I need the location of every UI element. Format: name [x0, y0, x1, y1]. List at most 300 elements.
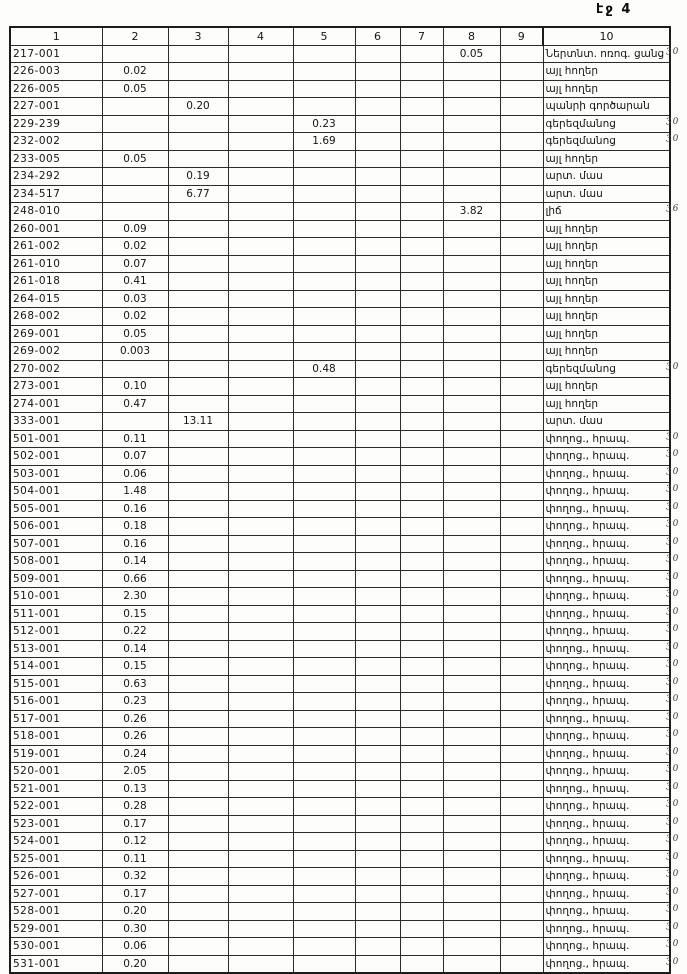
cell-col8	[443, 763, 500, 781]
cell-code: 527-001	[10, 885, 102, 903]
cell-col6	[355, 640, 400, 658]
cell-col4	[228, 763, 293, 781]
cell-col4	[228, 255, 293, 273]
cell-col9	[500, 588, 543, 606]
cell-col6	[355, 465, 400, 483]
cell-col2: 0.05	[102, 325, 168, 343]
cell-col9	[500, 150, 543, 168]
cell-col7	[400, 623, 443, 641]
cell-col2: 0.22	[102, 623, 168, 641]
table-row	[10, 535, 670, 553]
cell-col7	[400, 605, 443, 623]
cell-col5	[293, 325, 355, 343]
cell-col7	[400, 255, 443, 273]
cell-land-type-label: փողոց., հրապ.	[543, 483, 670, 501]
cell-col4	[228, 483, 293, 501]
cell-col2: 1.48	[102, 483, 168, 501]
cell-col9	[500, 308, 543, 326]
cell-col3	[168, 815, 228, 833]
cell-col2: 0.11	[102, 850, 168, 868]
cell-col2: 0.47	[102, 395, 168, 413]
cell-col6	[355, 885, 400, 903]
cell-col9	[500, 518, 543, 536]
cell-code: 513-001	[10, 640, 102, 658]
cell-col3	[168, 570, 228, 588]
cell-col8	[443, 413, 500, 431]
cell-col7	[400, 763, 443, 781]
table-row	[10, 308, 670, 326]
cell-col9	[500, 815, 543, 833]
cell-land-type-label: փողոց., հրապ.	[543, 623, 670, 641]
cell-col6	[355, 570, 400, 588]
margin-note: 30	[665, 851, 680, 862]
cell-col5	[293, 238, 355, 256]
cell-land-type-label: փողոց., հրապ.	[543, 763, 670, 781]
cell-col8	[443, 833, 500, 851]
cell-col9	[500, 623, 543, 641]
cell-col4	[228, 693, 293, 711]
column-header-10: 10	[543, 27, 670, 45]
cell-col2: 0.14	[102, 640, 168, 658]
margin-note: 30	[665, 116, 680, 127]
cell-col2: 2.30	[102, 588, 168, 606]
cell-col9	[500, 868, 543, 886]
margin-note: 30	[665, 886, 680, 897]
cell-col8	[443, 693, 500, 711]
cell-col4	[228, 448, 293, 466]
cell-col7	[400, 168, 443, 186]
table-row	[10, 290, 670, 308]
cell-col8	[443, 220, 500, 238]
cell-col3	[168, 273, 228, 291]
cell-col8	[443, 955, 500, 973]
cell-col8	[443, 850, 500, 868]
cell-col4	[228, 290, 293, 308]
cell-col4	[228, 588, 293, 606]
cell-col8	[443, 640, 500, 658]
cell-col4	[228, 780, 293, 798]
margin-note: 30	[665, 693, 680, 705]
cell-col8	[443, 360, 500, 378]
cell-col4	[228, 553, 293, 571]
table-row	[10, 465, 670, 483]
cell-col6	[355, 45, 400, 63]
cell-col6	[355, 815, 400, 833]
cell-col9	[500, 780, 543, 798]
cell-col4	[228, 728, 293, 746]
cell-code: 261-002	[10, 238, 102, 256]
cell-code: 502-001	[10, 448, 102, 466]
table-row	[10, 430, 670, 448]
margin-note: 30	[665, 868, 680, 880]
cell-col5	[293, 518, 355, 536]
table-row	[10, 343, 670, 361]
cell-col3	[168, 238, 228, 256]
table-row	[10, 220, 670, 238]
cell-col9	[500, 903, 543, 921]
cell-col5	[293, 675, 355, 693]
cell-col5	[293, 903, 355, 921]
cell-land-type-label: փողոց., հրապ.	[543, 798, 670, 816]
cell-col7	[400, 185, 443, 203]
cell-col9	[500, 500, 543, 518]
cell-col2: 0.11	[102, 430, 168, 448]
cell-col3	[168, 63, 228, 81]
cell-col6	[355, 115, 400, 133]
cell-col9	[500, 185, 543, 203]
table-row	[10, 938, 670, 956]
cell-col3: 13.11	[168, 413, 228, 431]
cell-col3	[168, 885, 228, 903]
cell-land-type-label: այլ հողեր	[543, 63, 670, 81]
table-row	[10, 623, 670, 641]
cell-col4	[228, 885, 293, 903]
cell-col7	[400, 938, 443, 956]
cell-col3	[168, 203, 228, 221]
cell-col7	[400, 133, 443, 151]
cell-col4	[228, 273, 293, 291]
cell-col3	[168, 343, 228, 361]
cell-land-type-label: այլ հողեր	[543, 395, 670, 413]
margin-note: 30	[665, 658, 680, 670]
cell-col6	[355, 80, 400, 98]
cell-col3: 6.77	[168, 185, 228, 203]
margin-note: 30	[665, 501, 680, 512]
cell-col6	[355, 500, 400, 518]
cell-col7	[400, 955, 443, 973]
cell-land-type-label: փողոց., հրապ.	[543, 658, 670, 676]
cell-land-type-label: փողոց., հրապ.	[543, 535, 670, 553]
cell-col6	[355, 955, 400, 973]
column-header-2: 2	[102, 27, 168, 45]
cell-col3	[168, 360, 228, 378]
cell-code: 501-001	[10, 430, 102, 448]
cell-col5	[293, 203, 355, 221]
cell-col2: 0.17	[102, 815, 168, 833]
cell-col2: 0.24	[102, 745, 168, 763]
cell-col6	[355, 343, 400, 361]
table-row	[10, 500, 670, 518]
table-row	[10, 273, 670, 291]
cell-code: 261-018	[10, 273, 102, 291]
cell-col6	[355, 833, 400, 851]
cell-col4	[228, 133, 293, 151]
cell-col9	[500, 273, 543, 291]
cell-col2	[102, 98, 168, 116]
cell-col2: 0.05	[102, 80, 168, 98]
cell-col5	[293, 815, 355, 833]
cell-code: 511-001	[10, 605, 102, 623]
cell-col5	[293, 168, 355, 186]
cell-col9	[500, 605, 543, 623]
cell-col7	[400, 115, 443, 133]
cell-land-type-label: այլ հողեր	[543, 378, 670, 396]
cell-col3	[168, 535, 228, 553]
cell-col3	[168, 728, 228, 746]
cell-col5	[293, 623, 355, 641]
cell-col3	[168, 588, 228, 606]
cell-code: 524-001	[10, 833, 102, 851]
cell-col8	[443, 255, 500, 273]
table-row	[10, 448, 670, 466]
table-row	[10, 920, 670, 938]
cell-col2: 0.26	[102, 710, 168, 728]
cell-land-type-label: փողոց., հրապ.	[543, 955, 670, 973]
page-number-label: էջ 4	[596, 2, 633, 17]
cell-col2: 0.14	[102, 553, 168, 571]
column-header-8: 8	[443, 27, 500, 45]
margin-note: 30	[665, 763, 680, 775]
cell-land-type-label: փողոց., հրապ.	[543, 780, 670, 798]
cell-col7	[400, 80, 443, 98]
cell-col5	[293, 413, 355, 431]
cell-col8	[443, 238, 500, 256]
cell-col7	[400, 395, 443, 413]
cell-col4	[228, 430, 293, 448]
cell-col5	[293, 920, 355, 938]
cell-code: 269-001	[10, 325, 102, 343]
cell-col5	[293, 850, 355, 868]
cell-col2: 0.41	[102, 273, 168, 291]
cell-col9	[500, 938, 543, 956]
cell-col5	[293, 535, 355, 553]
cell-col5	[293, 465, 355, 483]
cell-col5	[293, 448, 355, 466]
cell-col3	[168, 483, 228, 501]
cell-col5	[293, 255, 355, 273]
cell-col4	[228, 833, 293, 851]
cell-col7	[400, 728, 443, 746]
cell-col6	[355, 290, 400, 308]
cell-col5	[293, 885, 355, 903]
table-row	[10, 850, 670, 868]
cell-col7	[400, 885, 443, 903]
table-row	[10, 815, 670, 833]
cell-col7	[400, 903, 443, 921]
cell-col5	[293, 693, 355, 711]
cell-col3	[168, 675, 228, 693]
table-row	[10, 255, 670, 273]
cell-col4	[228, 220, 293, 238]
cell-col6	[355, 920, 400, 938]
cell-col3	[168, 395, 228, 413]
cell-land-type-label: փողոց., հրապ.	[543, 938, 670, 956]
table-row	[10, 885, 670, 903]
cell-col6	[355, 395, 400, 413]
cell-col9	[500, 430, 543, 448]
cell-col3	[168, 745, 228, 763]
cell-col6	[355, 535, 400, 553]
cell-col3	[168, 833, 228, 851]
margin-note: 30	[665, 553, 680, 565]
cell-col3	[168, 290, 228, 308]
cell-col3	[168, 115, 228, 133]
cell-col4	[228, 938, 293, 956]
cell-col9	[500, 920, 543, 938]
cell-col4	[228, 868, 293, 886]
cell-col5	[293, 343, 355, 361]
cell-col4	[228, 168, 293, 186]
cell-land-type-label: փողոց., հրապ.	[543, 518, 670, 536]
cell-col6	[355, 98, 400, 116]
cell-col3	[168, 465, 228, 483]
cell-col8	[443, 518, 500, 536]
cell-col4	[228, 920, 293, 938]
cell-land-type-label: փողոց., հրապ.	[543, 833, 670, 851]
table-row	[10, 833, 670, 851]
cell-col9	[500, 483, 543, 501]
cell-col2: 0.03	[102, 290, 168, 308]
cell-col8	[443, 815, 500, 833]
cell-col9	[500, 535, 543, 553]
cell-col6	[355, 185, 400, 203]
table-row	[10, 868, 670, 886]
cell-col2	[102, 413, 168, 431]
cell-code: 264-015	[10, 290, 102, 308]
cell-col3	[168, 920, 228, 938]
cell-col8	[443, 588, 500, 606]
cell-code: 261-010	[10, 255, 102, 273]
cell-land-type-label: այլ հողեր	[543, 150, 670, 168]
table-row	[10, 605, 670, 623]
cell-col6	[355, 308, 400, 326]
cell-col6	[355, 623, 400, 641]
cell-col9	[500, 553, 543, 571]
cell-col5	[293, 185, 355, 203]
table-row	[10, 168, 670, 186]
margin-note: 30	[665, 781, 680, 792]
cell-col8	[443, 343, 500, 361]
margin-note: 30	[665, 46, 680, 57]
cell-col3: 0.20	[168, 98, 228, 116]
cell-col3	[168, 430, 228, 448]
cell-code: 233-005	[10, 150, 102, 168]
cell-col3	[168, 518, 228, 536]
cell-land-type-label: գերեզմանոց	[543, 133, 670, 151]
cell-col3	[168, 605, 228, 623]
cell-col6	[355, 150, 400, 168]
cell-code: 508-001	[10, 553, 102, 571]
cell-col7	[400, 413, 443, 431]
cell-col7	[400, 535, 443, 553]
cell-col7	[400, 815, 443, 833]
cell-col8	[443, 448, 500, 466]
cell-col6	[355, 133, 400, 151]
cell-col6	[355, 255, 400, 273]
cell-col8	[443, 868, 500, 886]
cell-code: 226-005	[10, 80, 102, 98]
cell-col7	[400, 273, 443, 291]
cell-col8	[443, 920, 500, 938]
cell-col8	[443, 710, 500, 728]
cell-col7	[400, 63, 443, 81]
cell-col3	[168, 693, 228, 711]
cell-col3	[168, 325, 228, 343]
cell-col2: 0.003	[102, 343, 168, 361]
cell-col9	[500, 833, 543, 851]
cell-col4	[228, 500, 293, 518]
cell-col8	[443, 938, 500, 956]
cell-col8	[443, 430, 500, 448]
table-row	[10, 203, 670, 221]
cell-col8	[443, 745, 500, 763]
cell-col2	[102, 185, 168, 203]
margin-note: 30	[665, 746, 680, 757]
cell-col6	[355, 798, 400, 816]
cell-col2: 0.23	[102, 693, 168, 711]
cell-col6	[355, 63, 400, 81]
cell-col2: 0.26	[102, 728, 168, 746]
table-row	[10, 238, 670, 256]
cell-col7	[400, 203, 443, 221]
column-header-3: 3	[168, 27, 228, 45]
cell-col5	[293, 780, 355, 798]
cell-col4	[228, 465, 293, 483]
cell-land-type-label: փողոց., հրապ.	[543, 640, 670, 658]
cell-col6	[355, 728, 400, 746]
cell-col4	[228, 518, 293, 536]
cell-land-type-label: փողոց., հրապ.	[543, 903, 670, 921]
cell-col9	[500, 378, 543, 396]
cell-col3	[168, 378, 228, 396]
cell-col8: 0.05	[443, 45, 500, 63]
cell-col5	[293, 938, 355, 956]
margin-note: 30	[665, 903, 680, 915]
cell-col8	[443, 553, 500, 571]
cell-col4	[228, 185, 293, 203]
cell-land-type-label: փողոց., հրապ.	[543, 710, 670, 728]
cell-col5	[293, 763, 355, 781]
cell-land-type-label: փողոց., հրապ.	[543, 885, 670, 903]
cell-col3	[168, 308, 228, 326]
cell-col9	[500, 763, 543, 781]
cell-col8	[443, 325, 500, 343]
table-row	[10, 150, 670, 168]
cell-col9	[500, 693, 543, 711]
cell-code: 530-001	[10, 938, 102, 956]
cell-col9	[500, 413, 543, 431]
cell-col4	[228, 955, 293, 973]
cell-col5	[293, 710, 355, 728]
cell-col6	[355, 518, 400, 536]
cell-col4	[228, 98, 293, 116]
cell-col3	[168, 903, 228, 921]
cell-col8	[443, 570, 500, 588]
cell-col9	[500, 465, 543, 483]
cell-col7	[400, 833, 443, 851]
cell-col4	[228, 45, 293, 63]
margin-note: 30	[665, 431, 680, 442]
cell-col5	[293, 833, 355, 851]
cell-col6	[355, 238, 400, 256]
cell-col2	[102, 45, 168, 63]
cell-col6	[355, 273, 400, 291]
margin-note: 30	[665, 833, 680, 845]
cell-col5	[293, 150, 355, 168]
margin-note: 36	[665, 203, 680, 215]
margin-note: 30	[665, 448, 680, 460]
cell-code: 268-002	[10, 308, 102, 326]
table-row	[10, 133, 670, 151]
margin-note: 30	[665, 641, 680, 652]
cell-col3	[168, 45, 228, 63]
cell-col5	[293, 308, 355, 326]
cell-code: 248-010	[10, 203, 102, 221]
cell-col9	[500, 955, 543, 973]
table-row	[10, 780, 670, 798]
cell-col6	[355, 710, 400, 728]
cell-code: 529-001	[10, 920, 102, 938]
